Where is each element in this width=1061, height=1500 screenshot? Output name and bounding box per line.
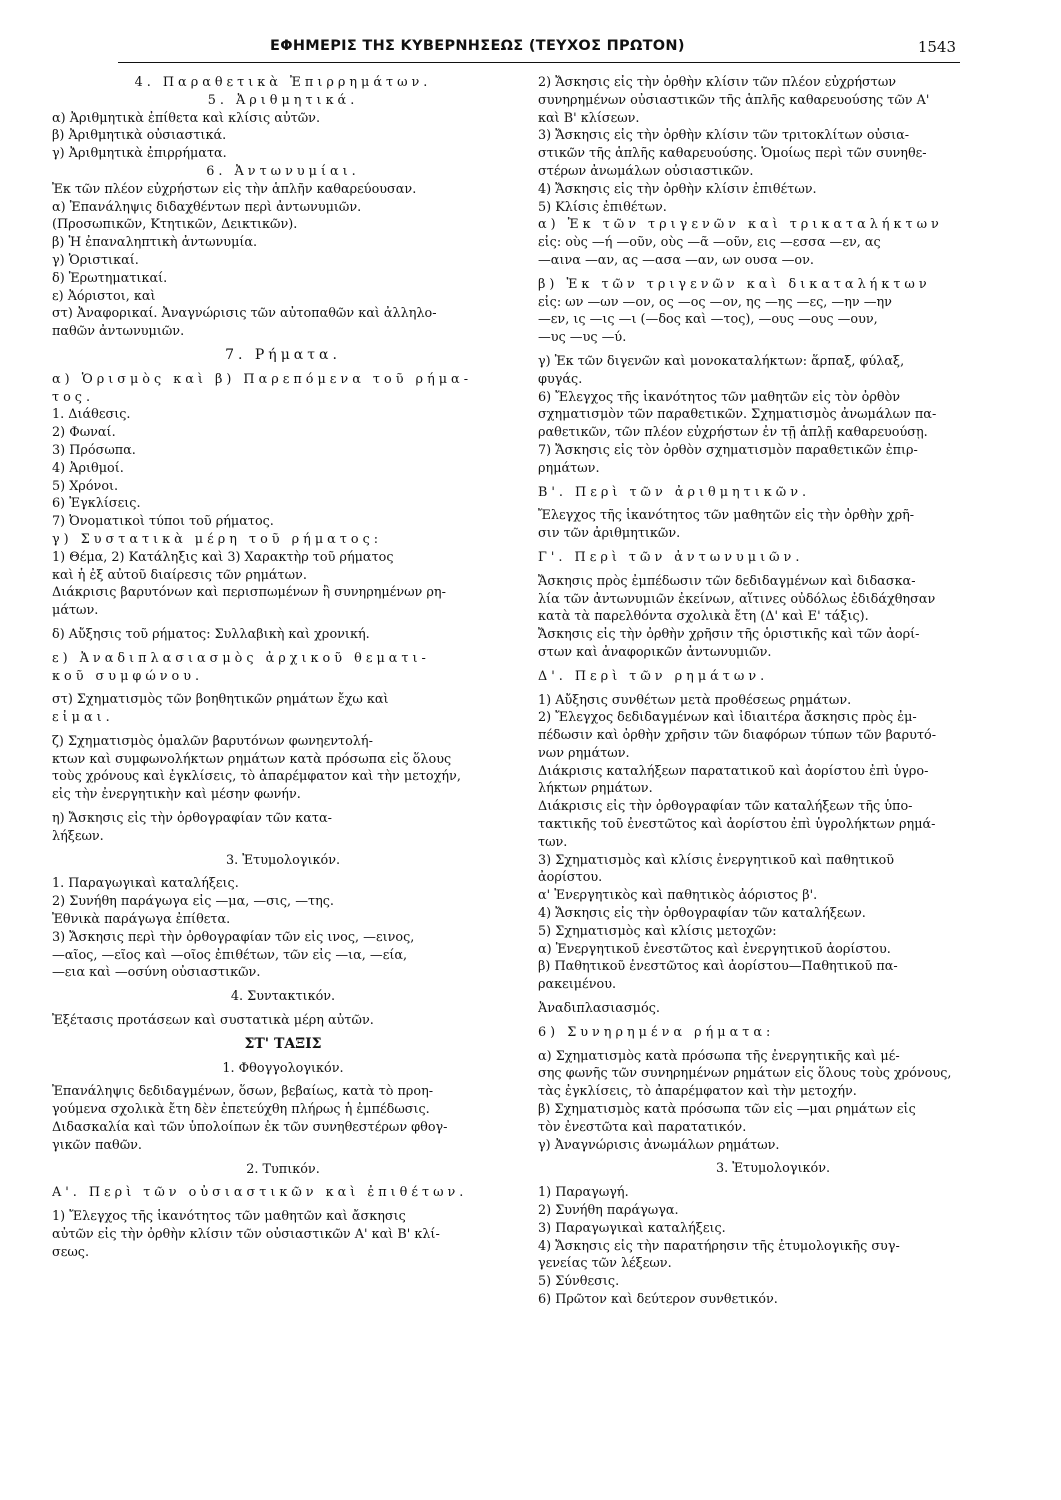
text-line: Διάκρισις βαρυτόνων καὶ περισπωμένων ἢ συνηρημένων ρη- [52,585,446,601]
list-item: 4) Ἄσκησις εἰς τὴν παρατήρησιν τῆς ἐτυμολογικῆς συγ- [538,1238,900,1254]
text-line: α) Σχηματισμὸς κατὰ πρόσωπα τῆς ἐνεργητικῆς καὶ μέ- [538,1048,900,1064]
text-line: εἰς τὴν ἐνεργητικὴν καὶ μέσην φωνήν. [52,787,301,803]
list-item: 5) Σύνθεσις. [538,1274,620,1290]
list-item: 6) Ἐγκλίσεις. [52,496,141,512]
text-line: Ἐπανάληψις δεδιδαγμένων, ὅσων, βεβαίως, κατὰ τὸ προη- [52,1084,434,1100]
text-line: λήκτων ρημάτων. [538,781,653,797]
text-line: 2) Ἄσκησις εἰς τὴν ὀρθὴν κλίσιν τῶν πλέον εὐχρήστων [538,75,897,90]
text-line: 5) Σχηματισμὸς καὶ κλίσις μετοχῶν: [538,923,777,939]
section-heading: 3. Ἐτυμολογικόν. [225,852,341,868]
text-line: Ἐξέτασις προτάσεων καὶ συστατικὰ μέρη αὐτῶν. [52,1013,374,1029]
text-line: 4) Ἄσκησις εἰς τὴν ὀρθὴν κλίσιν ἐπιθέτων. [538,181,817,197]
text-line: α' Ἐνεργητικὸς καὶ παθητικὸς ἀόριστος β'. [538,888,818,904]
page-header [118,36,960,63]
text-line: —αινα —αν, ας —ασα —αν, ων ουσα —ον. [538,252,814,268]
text-line: φυγάς. [538,371,583,387]
text-line: τὸν ἐνεστῶτα καὶ παρατατικόν. [538,1119,747,1135]
text-line: γ) Ἀναγνώρισις ἀνωμάλων ρημάτων. [538,1137,780,1153]
text-line: Διδασκαλία καὶ τῶν ὑπολοίπων ἐκ τῶν συνηθεστέρων φθογ- [52,1120,448,1136]
list-item: 2) Συνήθη παράγωγα. [538,1203,679,1219]
list-item: 3) Παραγωγικαὶ καταλήξεις. [538,1220,726,1236]
text-line: γούμενα σχολικὰ ἔτη δὲν ἐπετεύχθη πλήρως ἡ ἐμπέδωσις. [52,1102,430,1118]
text-line: Διάκρισις καταλήξεων παρατατικοῦ καὶ ἀορίστου ἐπὶ ὑγρο- [538,763,929,779]
text-line: α) Ἐπανάληψις διδαχθέντων περὶ ἀντωνυμιῶν. [52,199,362,215]
text-line: σχηματισμὸν τῶν παραθετικῶν. Σχηματισμὸς ἀνωμάλων πα- [538,407,937,423]
text-line: Ἐθνικὰ παράγωγα ἐπίθετα. [52,912,231,928]
text-line: Ἀναδιπλασιασμός. [538,1001,660,1017]
text-line: α) Ἐνεργητικοῦ ἐνεστῶτος καὶ ἐνεργητικοῦ ἀορίστου. [538,941,891,957]
left-column [52,74,514,1262]
text-line: κατὰ τὰ παρελθόντα σχολικὰ ἔτη (Δ' καὶ Ε' τάξις). [538,609,869,625]
text-line: (Προσωπικῶν, Κτητικῶν, Δεικτικῶν). [52,217,298,233]
text-line: 5) Κλίσις ἐπιθέτων. [538,199,667,215]
text-line: κτων καὶ συμφωνολήκτων ρημάτων κατὰ πρόσωπα εἰς ὅλους [52,751,452,767]
text-line: καὶ Β' κλίσεων. [538,110,640,126]
text-line: β) Σχηματισμὸς κατὰ πρόσωπα τῶν εἰς —μαι ρημάτων εἰς [538,1102,916,1118]
text-line: ἀορίστου. [538,870,603,886]
list-item: 1. Παραγωγικαὶ καταλήξεις. [52,876,239,892]
subsection-heading: Δ'. Περὶ τῶν ρημάτων. [538,668,769,684]
subsection-heading: ζ) Σχηματισμὸς ὁμαλῶν βαρυτόνων φωνηεντολή- [52,733,373,749]
list-item: 3) Ἄσκησις περὶ τὴν ὀρθογραφίαν τῶν εἰς ινος, —εινος, [52,929,415,945]
subsection-heading: Γ'. Περὶ τῶν ἀντωνυμιῶν. [538,549,804,565]
list-item: 2) Φωναί. [52,425,116,441]
text-line: κοῦ συμφώνου. [52,668,204,684]
text-line: —υς —υς —ύ. [538,330,627,346]
text-line: λήξεων. [52,828,104,844]
text-line: αὐτῶν εἰς τὴν ὀρθὴν κλίσιν τῶν οὐσιαστικῶν Α' καὶ Β' κλί- [52,1227,440,1243]
text-line: Ἄσκησις πρὸς ἐμπέδωσιν τῶν δεδιδαγμένων καὶ διδασκα- [538,573,916,589]
text-line: —εν, ις —ις —ι (—δος καὶ —τος), —ους —ους —ουν, [538,312,878,328]
subsection-heading: β) Ἐκ τῶν τριγενῶν καὶ δικαταλήκτων [538,276,931,292]
text-line: 3) Σχηματισμὸς καὶ κλίσις ἐνεργητικοῦ καὶ παθητικοῦ [538,852,895,868]
text-line: νων ρημάτων. [538,745,630,761]
text-line: γικῶν παθῶν. [52,1137,142,1153]
text-line: —αῖος, —εῖος καὶ —οῖος ἐπιθέτων, τῶν εἰς —ια, —εία, [52,947,408,963]
text-line: εἰμαι. [52,710,114,726]
text-line: τακτικῆς τοῦ ἐνεστῶτος καὶ ἀορίστου ἐπὶ ὑγρολήκτων ρημά- [538,817,936,833]
subsection-heading: Β'. Περὶ τῶν ἀριθμητικῶν. [538,484,811,500]
text-line: 6) Ἔλεγχος τῆς ἱκανότητος τῶν μαθητῶν εἰς τὸν ὀρθὸν [538,389,901,405]
text-line: ραθετικῶν, τῶν πλέον εὐχρήστων ἐν τῇ ἁπλῇ καθαρευούσῃ. [538,425,928,441]
text-line: στικῶν τῆς ἁπλῆς καθαρευούσης. Ὁμοίως περὶ τῶν συνηθε- [538,146,927,162]
text-line: σης φωνῆς τῶν συνηρημένων ρημάτων εἰς ὅλους τοὺς χρόνους, [538,1066,952,1082]
section-heading: 7. Ρήματα. [225,346,341,363]
gazette-title: ΕΦΗΜΕΡΙΣ ΤΗΣ ΚΥΒΕΡΝΗΣΕΩΣ (ΤΕΥΧΟΣ ΠΡΩΤΟΝ) [270,38,685,54]
subsection-heading: ε) Ἀναδιπλασιασμὸς ἀρχικοῦ θεματι- [52,650,430,666]
text-line: δ) Ἐρωτηματικαί. [52,270,168,286]
text-line: τὰς ἐγκλίσεις, τὸ ἀπαρέμφατον καὶ τὴν μετοχήν. [538,1084,857,1100]
page-number: 1543 [917,38,956,56]
text-line: στων καὶ ἀναφορικῶν ἀντωνυμιῶν. [538,644,772,660]
text-line: Ἄσκησις εἰς τὴν ὀρθὴν χρῆσιν τῆς ὁριστικῆς καὶ τῶν ἀορί- [538,627,920,643]
text-line: Διάκρισις εἰς τὴν ὀρθογραφίαν τῶν καταλήξεων τῆς ὑπο- [538,799,913,815]
text-line: σεως. [52,1244,90,1260]
list-item: 7) Ὀνοματικοὶ τύποι τοῦ ρήματος. [52,514,274,530]
text-line: α) Ἀριθμητικὰ ἐπίθετα καὶ κλίσις αὐτῶν. [52,110,321,126]
text-line: β) Ἀριθμητικὰ οὐσιαστικά. [52,128,227,144]
list-item: 3) Πρόσωπα. [52,442,136,458]
text-line: 3) Ἄσκησις εἰς τὴν ὀρθὴν κλίσιν τῶν τριτοκλίτων οὐσια- [538,128,910,144]
section-heading: 3. Ἐτυμολογικόν. [715,1161,831,1177]
list-item: 1) Παραγωγή. [538,1185,629,1201]
text-line: ε) Ἀόριστοι, καὶ [52,288,156,304]
subsection-heading: α) Ἐκ τῶν τριγενῶν καὶ τρικαταλήκτων [538,217,943,233]
text-line: β) Παθητικοῦ ἐνεστῶτος καὶ ἀορίστου—Παθητικοῦ πα- [538,959,898,975]
text-line: 1) Θέμα, 2) Κατάληξις καὶ 3) Χαρακτὴρ τοῦ ρήματος [52,549,394,565]
text-line: μάτων. [52,603,99,619]
subsection-heading: δ) Αὔξησις τοῦ ρήματος: Συλλαβικὴ καὶ χρονική. [52,626,370,642]
text-line: στέρων ἀνωμάλων οὐσιαστικῶν. [538,163,754,179]
list-item: 6) Πρῶτον καὶ δεύτερον συνθετικόν. [538,1292,778,1307]
right-column [538,74,1008,1309]
subsection-heading: γ) Συστατικὰ μέρη τοῦ ρήματος: [52,531,383,547]
text-line: συνηρημένων οὐσιαστικῶν τῆς ἁπλῆς καθαρευούσης τῶν Α' [538,92,930,108]
text-line: γενείας τῶν λέξεων. [538,1256,672,1272]
text-line: των. [538,834,568,850]
text-line: καὶ ἡ ἐξ αὐτοῦ διαίρεσις τῶν ρημάτων. [52,567,307,583]
text-line: —εια καὶ —οσύνη οὐσιαστικῶν. [52,965,261,981]
subsection-heading: η) Ἄσκησις εἰς τὴν ὀρθογραφίαν τῶν κατα- [52,811,332,827]
list-item: 1. Διάθεσις. [52,407,131,423]
text-line: Ἐκ τῶν πλέον εὐχρήστων εἰς τὴν ἁπλῆν καθαρεύουσαν. [52,181,417,197]
section-heading: 4. Παραθετικὰ Ἐπιρρημάτων. [134,75,432,90]
subsection-heading: Α'. Περὶ τῶν οὐσιαστικῶν καὶ ἐπιθέτων. [52,1185,468,1201]
section-heading: 6. Ἀντωνυμίαι. [206,163,360,179]
list-item: 5) Χρόνοι. [52,478,119,494]
text-line: ρημάτων. [538,460,600,476]
text-line: Ἔλεγχος τῆς ἱκανότητος τῶν μαθητῶν εἰς τὴν ὀρθὴν χρῆ- [538,508,915,524]
text-line: στ) Σχηματισμὸς τῶν βοηθητικῶν ρημάτων ἔχω καὶ [52,692,389,708]
text-line: τος. [52,389,95,405]
text-line: σιν τῶν ἀριθμητικῶν. [538,526,681,542]
text-line: 2) Ἔλεγχος δεδιδαγμένων καὶ ἰδιαιτέρα ἄσκησις πρὸς ἐμ- [538,710,917,726]
list-item: 2) Συνήθη παράγωγα εἰς —μα, —σις, —της. [52,894,334,910]
text-line: λία τῶν ἀντωνυμιῶν ἐκείνων, αἵτινες οὐδόλως ἐδιδάχθησαν [538,591,936,607]
text-line: 7) Ἄσκησις εἰς τὸν ὀρθὸν σχηματισμὸν παραθετικῶν ἐπιρ- [538,442,918,458]
text-line: εἰς: οὺς —ή —οῦν, οὺς —ᾶ —οῦν, εις —εσσα —εν, ας [538,235,881,251]
text-line: 1) Ἔλεγχος τῆς ἱκανότητος τῶν μαθητῶν καὶ ἄσκησις [52,1209,406,1225]
text-line: ρακειμένου. [538,977,617,993]
text-line: γ) Ἀριθμητικὰ ἐπιρρήματα. [52,146,227,162]
text-line: γ) Ὁριστικαί. [52,252,139,268]
text-line: β) Ἡ ἐπαναληπτικὴ ἀντωνυμία. [52,235,258,251]
text-line: γ) Ἐκ τῶν διγενῶν καὶ μονοκαταλήκτων: ἅρπαξ, φύλαξ, [538,353,905,369]
text-line: τοὺς χρόνους καὶ ἐγκλίσεις, τὸ ἀπαρέμφατον καὶ τὴν μετοχήν, [52,769,461,785]
text-line: στ) Ἀναφορικαί. Ἀναγνώρισις τῶν αὐτοπαθῶν καὶ ἀλληλο- [52,306,437,322]
section-heading: 1. Φθογγολογικόν. [222,1060,344,1076]
text-line: εἰς: ων —ων —ον, ος —ος —ον, ης —ης —ες, —ην —ην [538,294,892,310]
text-line: 4) Ἄσκησις εἰς τὴν ὀρθογραφίαν τῶν καταλήξεων. [538,906,866,922]
class-heading: ΣΤ' ΤΑΞΙΣ [244,1035,322,1052]
subsection-heading: α) Ὁρισμὸς καὶ β) Παρεπόμενα τοῦ ρήμα- [52,371,473,387]
section-heading: 2. Τυπικόν. [246,1161,320,1177]
list-item: 4) Ἀριθμοί. [52,460,124,476]
section-heading: 5. Ἀριθμητικά. [207,92,359,108]
text-line: παθῶν ἀντωνυμιῶν. [52,324,185,340]
text-line: πέδωσιν καὶ ὀρθὴν χρῆσιν τῶν διαφόρων τύπων τῶν βαρυτό- [538,728,937,744]
section-heading: 4. Συντακτικόν. [230,989,336,1005]
subsection-heading: 6) Συνηρημένα ρήματα: [538,1024,775,1040]
text-line: 1) Αὔξησις συνθέτων μετὰ προθέσεως ρημάτων. [538,692,852,708]
